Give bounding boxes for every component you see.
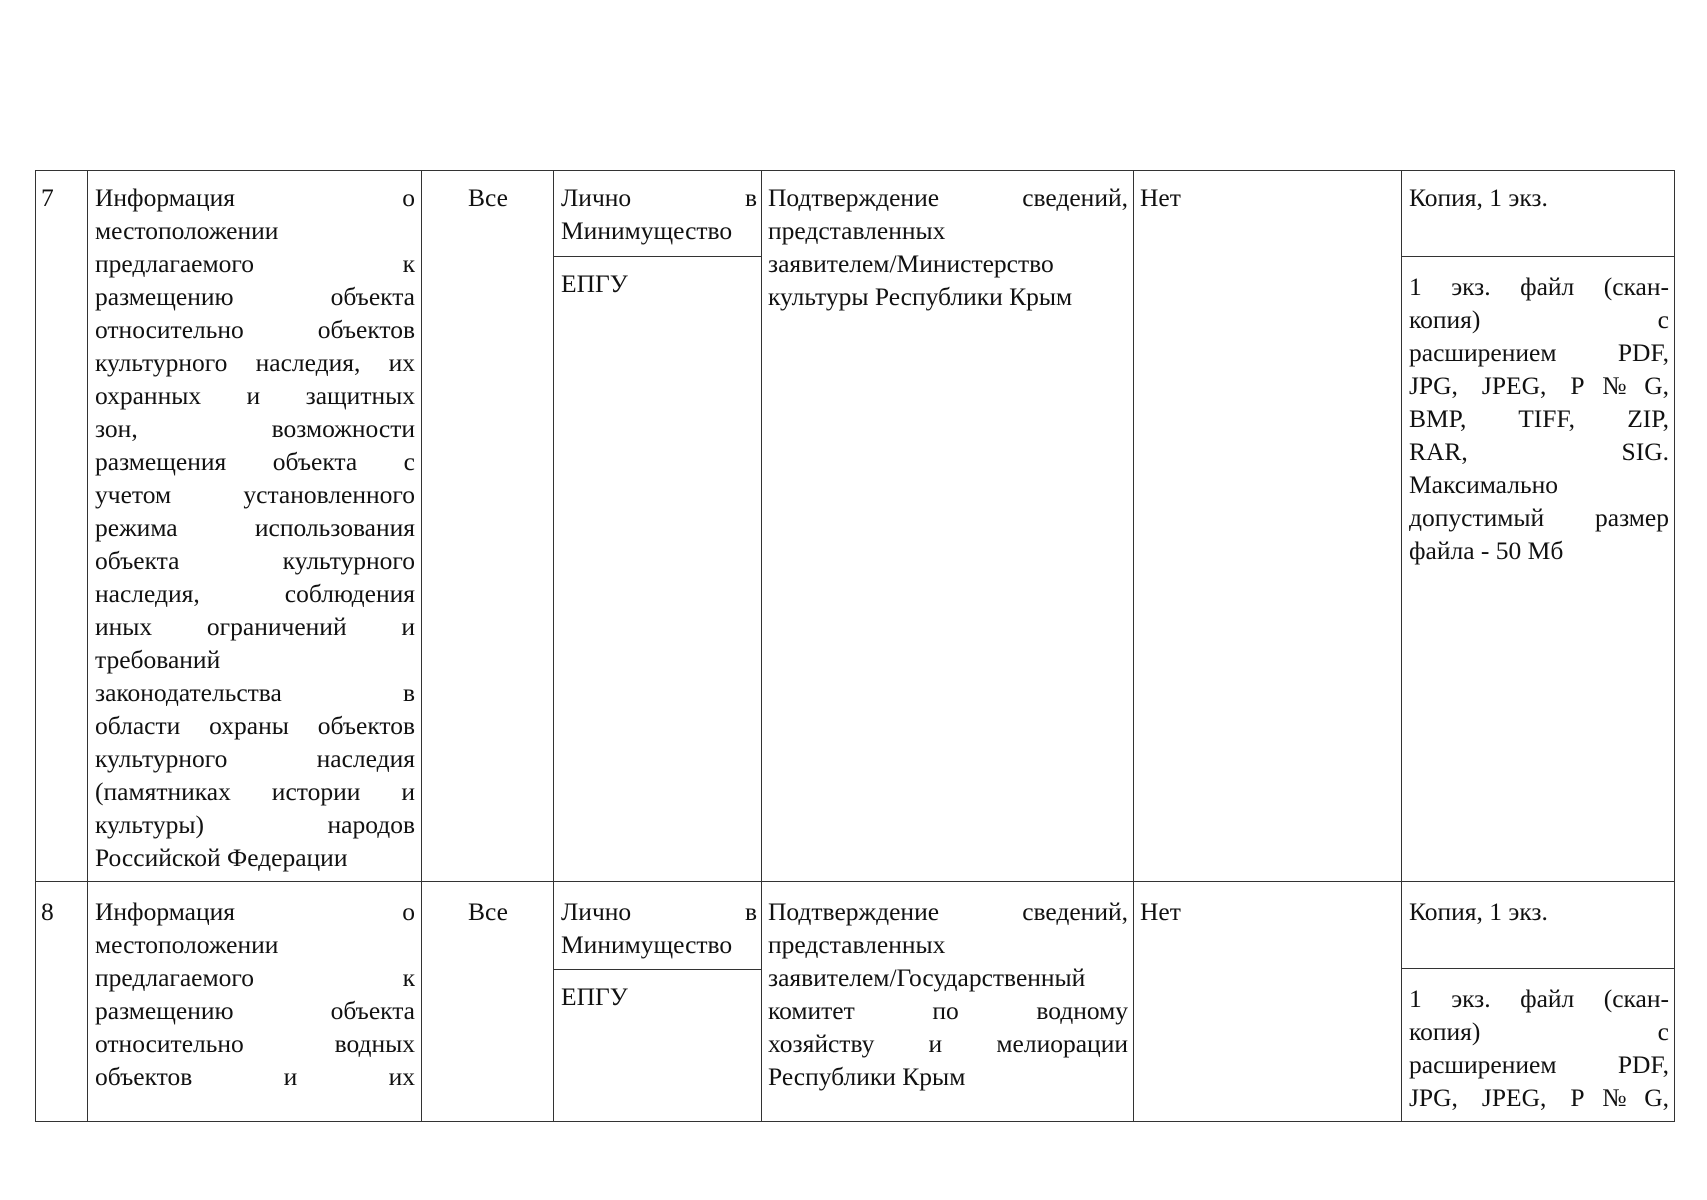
text-line: относительно водных: [95, 1029, 415, 1058]
text-line: объектов и их: [95, 1062, 415, 1091]
submission-method-online: ЕПГУ: [561, 269, 628, 298]
electronic-form: [1409, 982, 1669, 1114]
text-line: копия) с: [1409, 305, 1669, 334]
text-line: расширением PDF,: [1409, 1050, 1669, 1079]
text-line: (памятниках истории и: [95, 777, 415, 806]
method-subdivider-row-8: [553, 969, 761, 970]
applicant-category: Все: [468, 183, 508, 212]
text-line: Подтверждение сведений,: [768, 183, 1128, 212]
text-line: хозяйству и мелиорации: [768, 1029, 1128, 1058]
text-line: Российской Федерации: [95, 843, 348, 872]
text-line: режима использования: [95, 513, 415, 542]
text-line: Минимущество: [561, 216, 733, 245]
text-line: BMP, TIFF, ZIP,: [1409, 404, 1669, 433]
document-name: [95, 181, 415, 874]
table-border-left: [35, 170, 36, 1122]
text-line: Информация о: [95, 897, 415, 926]
text-line: Подтверждение сведений,: [768, 897, 1128, 926]
text-line: заявителем/Министерство: [768, 249, 1054, 278]
requirement-flag: Нет: [1140, 897, 1181, 926]
text-line: предлагаемого к: [95, 963, 415, 992]
requirement-flag: Нет: [1140, 183, 1181, 212]
text-line: размещения объекта с: [95, 447, 415, 476]
text-line: зон, возможности: [95, 414, 415, 443]
text-line: наследия, соблюдения: [95, 579, 415, 608]
text-line: законодательства в: [95, 678, 415, 707]
verification-purpose: [768, 181, 1128, 313]
text-line: заявителем/Государственный: [768, 963, 1086, 992]
applicant-category: Все: [468, 897, 508, 926]
row-number: 8: [41, 897, 54, 926]
paper-form: Копия, 1 экз.: [1409, 183, 1548, 212]
text-line: культурного наследия, их: [95, 348, 415, 377]
text-line: JPG, JPEG, P№G,: [1409, 371, 1669, 400]
text-line: файла - 50 Мб: [1409, 536, 1564, 565]
text-line: допустимый размер: [1409, 503, 1669, 532]
text-line: требований: [95, 645, 221, 674]
table-border-right: [1674, 170, 1675, 1122]
text-line: учетом установленного: [95, 480, 415, 509]
form-subdivider-row-8: [1401, 968, 1674, 969]
text-line: местоположении: [95, 930, 279, 959]
text-line: культуры) народов: [95, 810, 415, 839]
text-line: 1 экз. файл (скан-: [1409, 984, 1669, 1013]
text-line: размещению объекта: [95, 282, 415, 311]
text-line: Лично в: [561, 897, 757, 926]
text-line: иных ограничений и: [95, 612, 415, 641]
column-divider: [1133, 170, 1134, 1122]
text-line: комитет по водному: [768, 996, 1128, 1025]
text-line: представленных: [768, 216, 946, 245]
submission-method-in-person: [561, 181, 757, 247]
table-border-top: [35, 170, 1674, 171]
text-line: области охраны объектов: [95, 711, 415, 740]
text-line: 1 экз. файл (скан-: [1409, 272, 1669, 301]
text-line: культурного наследия: [95, 744, 415, 773]
table-border-bottom: [35, 1121, 1674, 1122]
document-name: [95, 895, 415, 1093]
submission-method-online: ЕПГУ: [561, 982, 628, 1011]
text-line: предлагаемого к: [95, 249, 415, 278]
column-divider: [553, 170, 554, 1122]
text-line: копия) с: [1409, 1017, 1669, 1046]
text-line: Республики Крым: [768, 1062, 966, 1091]
row-number: 7: [41, 183, 54, 212]
column-divider: [87, 170, 88, 1122]
text-line: представленных: [768, 930, 946, 959]
text-line: культуры Республики Крым: [768, 282, 1073, 311]
column-divider: [761, 170, 762, 1122]
form-subdivider-row-7: [1401, 256, 1674, 257]
text-line: Максимально: [1409, 470, 1558, 499]
text-line: расширением PDF,: [1409, 338, 1669, 367]
submission-method-in-person: [561, 895, 757, 961]
text-line: размещению объекта: [95, 996, 415, 1025]
text-line: объекта культурного: [95, 546, 415, 575]
text-line: JPG, JPEG, P№G,: [1409, 1083, 1669, 1112]
text-line: Минимущество: [561, 930, 733, 959]
paper-form: Копия, 1 экз.: [1409, 897, 1548, 926]
text-line: относительно объектов: [95, 315, 415, 344]
text-line: местоположении: [95, 216, 279, 245]
method-subdivider-row-7: [553, 256, 761, 257]
text-line: RAR, SIG.: [1409, 437, 1669, 466]
row-divider: [35, 881, 1674, 882]
text-line: охранных и защитных: [95, 381, 415, 410]
electronic-form: [1409, 270, 1669, 567]
text-line: Информация о: [95, 183, 415, 212]
column-divider: [421, 170, 422, 1122]
text-line: Лично в: [561, 183, 757, 212]
column-divider: [1401, 170, 1402, 1122]
verification-purpose: [768, 895, 1128, 1093]
